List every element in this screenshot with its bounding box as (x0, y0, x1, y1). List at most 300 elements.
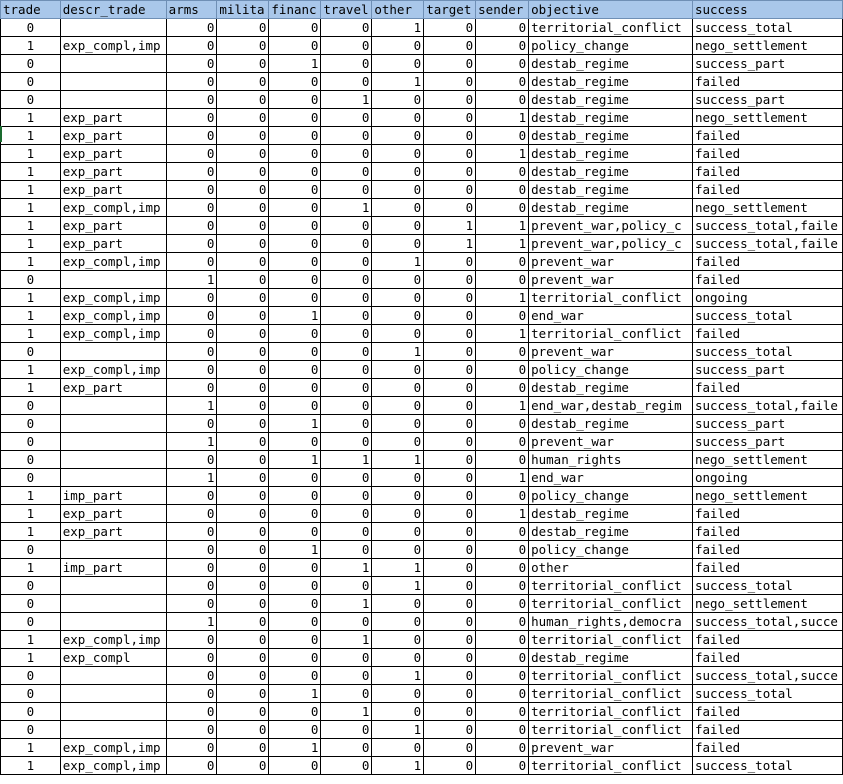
cell-financ[interactable]: 0 (269, 271, 321, 289)
cell-success[interactable]: ongoing (692, 289, 842, 307)
cell-target[interactable]: 0 (424, 37, 476, 55)
cell-objective[interactable]: territorial_conflict (529, 289, 693, 307)
cell-arms[interactable]: 0 (166, 559, 217, 577)
cell-descr-trade[interactable]: exp_compl,imp (60, 631, 166, 649)
cell-travel[interactable]: 1 (321, 595, 372, 613)
cell-trade[interactable]: 1 (1, 289, 61, 307)
cell-sender[interactable]: 0 (476, 487, 529, 505)
cell-trade[interactable]: 0 (1, 19, 61, 37)
cell-other[interactable]: 0 (372, 361, 424, 379)
cell-target[interactable]: 0 (424, 631, 476, 649)
cell-sender[interactable]: 1 (476, 145, 529, 163)
cell-objective[interactable]: territorial_conflict (529, 595, 693, 613)
cell-travel[interactable]: 0 (321, 253, 372, 271)
cell-financ[interactable]: 0 (269, 487, 321, 505)
cell-financ[interactable]: 0 (269, 145, 321, 163)
cell-success[interactable]: failed (692, 649, 842, 667)
cell-target[interactable]: 0 (424, 127, 476, 145)
cell-other[interactable]: 0 (372, 541, 424, 559)
cell-other[interactable]: 0 (372, 181, 424, 199)
cell-success[interactable]: failed (692, 541, 842, 559)
cell-objective[interactable]: destab_regime (529, 649, 693, 667)
cell-objective[interactable]: territorial_conflict (529, 757, 693, 775)
cell-milita[interactable]: 0 (217, 91, 269, 109)
cell-objective[interactable]: destab_regime (529, 73, 693, 91)
cell-trade[interactable]: 0 (1, 415, 61, 433)
cell-descr-trade[interactable] (60, 703, 166, 721)
cell-financ[interactable]: 0 (269, 379, 321, 397)
cell-milita[interactable]: 0 (217, 37, 269, 55)
cell-trade[interactable]: 0 (1, 667, 61, 685)
cell-milita[interactable]: 0 (217, 217, 269, 235)
cell-other[interactable]: 1 (372, 559, 424, 577)
cell-sender[interactable]: 0 (476, 739, 529, 757)
cell-objective[interactable]: territorial_conflict (529, 721, 693, 739)
cell-sender[interactable]: 0 (476, 577, 529, 595)
cell-travel[interactable]: 0 (321, 55, 372, 73)
cell-success[interactable]: success_total (692, 343, 842, 361)
cell-descr-trade[interactable]: exp_compl,imp (60, 253, 166, 271)
cell-financ[interactable]: 0 (269, 325, 321, 343)
cell-descr-trade[interactable]: exp_part (60, 505, 166, 523)
cell-trade[interactable]: 0 (1, 685, 61, 703)
cell-sender[interactable]: 1 (476, 325, 529, 343)
cell-milita[interactable]: 0 (217, 289, 269, 307)
cell-milita[interactable]: 0 (217, 451, 269, 469)
cell-sender[interactable]: 0 (476, 307, 529, 325)
cell-success[interactable]: failed (692, 73, 842, 91)
cell-trade[interactable]: 1 (1, 757, 61, 775)
cell-arms[interactable]: 0 (166, 37, 217, 55)
cell-travel[interactable]: 0 (321, 667, 372, 685)
cell-milita[interactable]: 0 (217, 397, 269, 415)
cell-trade[interactable]: 1 (1, 235, 61, 253)
cell-milita[interactable]: 0 (217, 631, 269, 649)
cell-descr-trade[interactable] (60, 577, 166, 595)
cell-descr-trade[interactable] (60, 415, 166, 433)
cell-target[interactable]: 1 (424, 235, 476, 253)
cell-target[interactable]: 0 (424, 685, 476, 703)
cell-other[interactable]: 0 (372, 613, 424, 631)
cell-target[interactable]: 0 (424, 109, 476, 127)
cell-milita[interactable]: 0 (217, 145, 269, 163)
cell-target[interactable]: 0 (424, 523, 476, 541)
cell-success[interactable]: failed (692, 523, 842, 541)
cell-descr-trade[interactable]: exp_part (60, 145, 166, 163)
cell-success[interactable]: nego_settlement (692, 109, 842, 127)
cell-success[interactable]: success_total,faile (692, 217, 842, 235)
cell-objective[interactable]: end_war,destab_regim (529, 397, 693, 415)
cell-objective[interactable]: policy_change (529, 541, 693, 559)
cell-target[interactable]: 0 (424, 397, 476, 415)
cell-arms[interactable]: 0 (166, 451, 217, 469)
cell-milita[interactable]: 0 (217, 73, 269, 91)
cell-arms[interactable]: 0 (166, 343, 217, 361)
cell-objective[interactable]: territorial_conflict (529, 685, 693, 703)
cell-travel[interactable]: 0 (321, 343, 372, 361)
cell-descr-trade[interactable] (60, 595, 166, 613)
cell-milita[interactable]: 0 (217, 595, 269, 613)
cell-travel[interactable]: 0 (321, 505, 372, 523)
cell-travel[interactable]: 0 (321, 145, 372, 163)
cell-travel[interactable]: 1 (321, 91, 372, 109)
cell-success[interactable]: failed (692, 739, 842, 757)
cell-other[interactable]: 0 (372, 505, 424, 523)
cell-other[interactable]: 0 (372, 703, 424, 721)
cell-other[interactable]: 0 (372, 307, 424, 325)
cell-financ[interactable]: 0 (269, 559, 321, 577)
cell-trade[interactable]: 0 (1, 451, 61, 469)
cell-trade[interactable]: 1 (1, 127, 61, 145)
cell-trade[interactable]: 1 (1, 307, 61, 325)
cell-descr-trade[interactable]: exp_part (60, 523, 166, 541)
cell-travel[interactable]: 1 (321, 451, 372, 469)
cell-descr-trade[interactable]: exp_compl,imp (60, 199, 166, 217)
cell-arms[interactable]: 0 (166, 739, 217, 757)
cell-financ[interactable]: 1 (269, 451, 321, 469)
cell-arms[interactable]: 0 (166, 199, 217, 217)
cell-milita[interactable]: 0 (217, 487, 269, 505)
column-header-trade[interactable]: trade (1, 1, 61, 19)
cell-sender[interactable]: 1 (476, 505, 529, 523)
cell-travel[interactable]: 0 (321, 757, 372, 775)
column-header-travel[interactable]: travel (321, 1, 372, 19)
cell-descr-trade[interactable] (60, 451, 166, 469)
cell-financ[interactable]: 0 (269, 199, 321, 217)
cell-objective[interactable]: end_war (529, 469, 693, 487)
cell-arms[interactable]: 0 (166, 145, 217, 163)
cell-other[interactable]: 0 (372, 487, 424, 505)
cell-descr-trade[interactable]: exp_compl (60, 649, 166, 667)
cell-travel[interactable]: 0 (321, 685, 372, 703)
cell-descr-trade[interactable]: exp_part (60, 163, 166, 181)
cell-descr-trade[interactable] (60, 721, 166, 739)
cell-target[interactable]: 0 (424, 307, 476, 325)
cell-objective[interactable]: destab_regime (529, 163, 693, 181)
cell-trade[interactable]: 1 (1, 253, 61, 271)
cell-success[interactable]: success_part (692, 55, 842, 73)
cell-descr-trade[interactable]: exp_compl,imp (60, 361, 166, 379)
cell-trade[interactable]: 0 (1, 397, 61, 415)
cell-success[interactable]: success_total (692, 307, 842, 325)
cell-descr-trade[interactable]: exp_compl,imp (60, 757, 166, 775)
cell-objective[interactable]: territorial_conflict (529, 667, 693, 685)
cell-sender[interactable]: 0 (476, 559, 529, 577)
cell-sender[interactable]: 0 (476, 613, 529, 631)
cell-target[interactable]: 0 (424, 73, 476, 91)
cell-target[interactable]: 0 (424, 163, 476, 181)
cell-sender[interactable]: 0 (476, 181, 529, 199)
cell-success[interactable]: failed (692, 379, 842, 397)
cell-trade[interactable]: 0 (1, 91, 61, 109)
cell-milita[interactable]: 0 (217, 379, 269, 397)
cell-travel[interactable]: 0 (321, 127, 372, 145)
cell-target[interactable]: 0 (424, 415, 476, 433)
column-header-target[interactable]: target (424, 1, 476, 19)
cell-financ[interactable]: 1 (269, 307, 321, 325)
cell-other[interactable]: 1 (372, 343, 424, 361)
cell-financ[interactable]: 0 (269, 73, 321, 91)
cell-trade[interactable]: 1 (1, 217, 61, 235)
cell-success[interactable]: success_total (692, 757, 842, 775)
cell-milita[interactable]: 0 (217, 181, 269, 199)
cell-trade[interactable]: 1 (1, 379, 61, 397)
cell-arms[interactable]: 0 (166, 217, 217, 235)
cell-milita[interactable]: 0 (217, 505, 269, 523)
cell-trade[interactable]: 1 (1, 163, 61, 181)
cell-sender[interactable]: 0 (476, 685, 529, 703)
cell-milita[interactable]: 0 (217, 559, 269, 577)
cell-trade[interactable]: 0 (1, 433, 61, 451)
cell-success[interactable]: failed (692, 253, 842, 271)
cell-sender[interactable]: 0 (476, 253, 529, 271)
cell-financ[interactable]: 1 (269, 541, 321, 559)
cell-travel[interactable]: 0 (321, 487, 372, 505)
cell-objective[interactable]: prevent_war (529, 739, 693, 757)
cell-financ[interactable]: 0 (269, 91, 321, 109)
cell-milita[interactable]: 0 (217, 235, 269, 253)
cell-financ[interactable]: 0 (269, 577, 321, 595)
cell-arms[interactable]: 0 (166, 757, 217, 775)
cell-travel[interactable]: 0 (321, 649, 372, 667)
cell-sender[interactable]: 0 (476, 541, 529, 559)
cell-milita[interactable]: 0 (217, 649, 269, 667)
cell-sender[interactable]: 1 (476, 235, 529, 253)
cell-travel[interactable]: 0 (321, 235, 372, 253)
cell-financ[interactable]: 0 (269, 127, 321, 145)
cell-target[interactable]: 0 (424, 55, 476, 73)
cell-milita[interactable]: 0 (217, 127, 269, 145)
cell-objective[interactable]: destab_regime (529, 91, 693, 109)
cell-trade[interactable]: 0 (1, 271, 61, 289)
cell-success[interactable]: success_part (692, 91, 842, 109)
cell-target[interactable]: 0 (424, 505, 476, 523)
cell-success[interactable]: failed (692, 145, 842, 163)
cell-objective[interactable]: end_war (529, 307, 693, 325)
cell-travel[interactable]: 0 (321, 109, 372, 127)
cell-sender[interactable]: 0 (476, 55, 529, 73)
cell-trade[interactable]: 1 (1, 109, 61, 127)
cell-travel[interactable]: 1 (321, 631, 372, 649)
cell-sender[interactable]: 0 (476, 631, 529, 649)
cell-milita[interactable]: 0 (217, 613, 269, 631)
cell-success[interactable]: success_part (692, 415, 842, 433)
cell-sender[interactable]: 0 (476, 343, 529, 361)
cell-milita[interactable]: 0 (217, 703, 269, 721)
cell-success[interactable]: failed (692, 325, 842, 343)
cell-sender[interactable]: 0 (476, 361, 529, 379)
cell-travel[interactable]: 0 (321, 271, 372, 289)
cell-success[interactable]: nego_settlement (692, 451, 842, 469)
cell-other[interactable]: 0 (372, 415, 424, 433)
cell-other[interactable]: 0 (372, 469, 424, 487)
cell-descr-trade[interactable]: exp_compl,imp (60, 289, 166, 307)
cell-milita[interactable]: 0 (217, 541, 269, 559)
cell-descr-trade[interactable]: exp_part (60, 109, 166, 127)
cell-success[interactable]: success_total (692, 685, 842, 703)
cell-travel[interactable]: 1 (321, 559, 372, 577)
cell-descr-trade[interactable] (60, 271, 166, 289)
cell-sender[interactable]: 0 (476, 703, 529, 721)
cell-travel[interactable]: 0 (321, 325, 372, 343)
cell-financ[interactable]: 1 (269, 739, 321, 757)
cell-target[interactable]: 0 (424, 271, 476, 289)
cell-success[interactable]: nego_settlement (692, 199, 842, 217)
cell-arms[interactable]: 0 (166, 127, 217, 145)
column-header-other[interactable]: other (372, 1, 424, 19)
cell-trade[interactable]: 1 (1, 523, 61, 541)
cell-target[interactable]: 0 (424, 19, 476, 37)
cell-travel[interactable]: 0 (321, 217, 372, 235)
cell-milita[interactable]: 0 (217, 739, 269, 757)
cell-arms[interactable]: 0 (166, 721, 217, 739)
cell-trade[interactable]: 1 (1, 145, 61, 163)
cell-descr-trade[interactable] (60, 397, 166, 415)
cell-travel[interactable]: 0 (321, 307, 372, 325)
cell-other[interactable]: 0 (372, 127, 424, 145)
cell-other[interactable]: 0 (372, 649, 424, 667)
cell-other[interactable]: 0 (372, 91, 424, 109)
cell-financ[interactable]: 0 (269, 613, 321, 631)
cell-financ[interactable]: 0 (269, 433, 321, 451)
cell-milita[interactable]: 0 (217, 361, 269, 379)
cell-target[interactable]: 0 (424, 595, 476, 613)
cell-milita[interactable]: 0 (217, 577, 269, 595)
cell-target[interactable]: 0 (424, 199, 476, 217)
cell-trade[interactable]: 1 (1, 361, 61, 379)
cell-descr-trade[interactable] (60, 91, 166, 109)
cell-financ[interactable]: 0 (269, 667, 321, 685)
cell-sender[interactable]: 0 (476, 415, 529, 433)
cell-objective[interactable]: destab_regime (529, 199, 693, 217)
cell-milita[interactable]: 0 (217, 667, 269, 685)
cell-milita[interactable]: 0 (217, 163, 269, 181)
cell-arms[interactable]: 0 (166, 163, 217, 181)
cell-descr-trade[interactable] (60, 433, 166, 451)
cell-travel[interactable]: 0 (321, 397, 372, 415)
cell-other[interactable]: 0 (372, 235, 424, 253)
column-header-arms[interactable]: arms (166, 1, 217, 19)
cell-other[interactable]: 1 (372, 721, 424, 739)
cell-sender[interactable]: 0 (476, 379, 529, 397)
cell-sender[interactable]: 0 (476, 91, 529, 109)
cell-target[interactable]: 0 (424, 577, 476, 595)
cell-trade[interactable]: 1 (1, 559, 61, 577)
cell-target[interactable]: 0 (424, 451, 476, 469)
cell-descr-trade[interactable]: imp_part (60, 559, 166, 577)
cell-objective[interactable]: destab_regime (529, 523, 693, 541)
cell-financ[interactable]: 0 (269, 505, 321, 523)
cell-other[interactable]: 0 (372, 109, 424, 127)
cell-descr-trade[interactable]: exp_part (60, 217, 166, 235)
cell-other[interactable]: 0 (372, 739, 424, 757)
cell-objective[interactable]: prevent_war (529, 271, 693, 289)
cell-other[interactable]: 0 (372, 37, 424, 55)
cell-trade[interactable]: 1 (1, 649, 61, 667)
cell-descr-trade[interactable] (60, 667, 166, 685)
cell-descr-trade[interactable] (60, 541, 166, 559)
cell-milita[interactable]: 0 (217, 271, 269, 289)
column-header-objective[interactable]: objective (529, 1, 693, 19)
cell-other[interactable]: 0 (372, 523, 424, 541)
cell-sender[interactable]: 0 (476, 271, 529, 289)
cell-arms[interactable]: 0 (166, 109, 217, 127)
cell-milita[interactable]: 0 (217, 757, 269, 775)
cell-descr-trade[interactable] (60, 469, 166, 487)
cell-target[interactable]: 0 (424, 91, 476, 109)
cell-success[interactable]: failed (692, 721, 842, 739)
cell-sender[interactable]: 0 (476, 595, 529, 613)
cell-arms[interactable]: 0 (166, 541, 217, 559)
cell-travel[interactable]: 0 (321, 289, 372, 307)
cell-objective[interactable]: destab_regime (529, 127, 693, 145)
cell-trade[interactable]: 1 (1, 487, 61, 505)
cell-other[interactable]: 0 (372, 145, 424, 163)
cell-descr-trade[interactable]: imp_part (60, 487, 166, 505)
cell-objective[interactable]: destab_regime (529, 505, 693, 523)
cell-other[interactable]: 0 (372, 595, 424, 613)
cell-trade[interactable]: 1 (1, 37, 61, 55)
cell-milita[interactable]: 0 (217, 253, 269, 271)
cell-objective[interactable]: prevent_war (529, 343, 693, 361)
cell-target[interactable]: 0 (424, 343, 476, 361)
cell-other[interactable]: 0 (372, 163, 424, 181)
cell-descr-trade[interactable] (60, 343, 166, 361)
cell-objective[interactable]: destab_regime (529, 145, 693, 163)
cell-descr-trade[interactable] (60, 19, 166, 37)
cell-trade[interactable]: 0 (1, 703, 61, 721)
cell-objective[interactable]: human_rights (529, 451, 693, 469)
cell-objective[interactable]: territorial_conflict (529, 19, 693, 37)
cell-success[interactable]: success_total (692, 19, 842, 37)
cell-target[interactable]: 0 (424, 757, 476, 775)
cell-travel[interactable]: 0 (321, 523, 372, 541)
cell-arms[interactable]: 0 (166, 523, 217, 541)
cell-objective[interactable]: prevent_war (529, 433, 693, 451)
cell-arms[interactable]: 0 (166, 307, 217, 325)
cell-objective[interactable]: destab_regime (529, 379, 693, 397)
cell-success[interactable]: success_total,succe (692, 613, 842, 631)
column-header-milita[interactable]: milita (217, 1, 269, 19)
cell-financ[interactable]: 0 (269, 235, 321, 253)
cell-financ[interactable]: 0 (269, 397, 321, 415)
cell-target[interactable]: 1 (424, 217, 476, 235)
column-header-financ[interactable]: financ (269, 1, 321, 19)
cell-sender[interactable]: 0 (476, 667, 529, 685)
cell-financ[interactable]: 0 (269, 37, 321, 55)
cell-arms[interactable]: 0 (166, 487, 217, 505)
cell-trade[interactable]: 0 (1, 55, 61, 73)
cell-arms[interactable]: 1 (166, 613, 217, 631)
cell-financ[interactable]: 1 (269, 55, 321, 73)
cell-objective[interactable]: territorial_conflict (529, 703, 693, 721)
cell-financ[interactable]: 1 (269, 415, 321, 433)
cell-success[interactable]: failed (692, 703, 842, 721)
cell-objective[interactable]: destab_regime (529, 181, 693, 199)
cell-descr-trade[interactable]: exp_part (60, 235, 166, 253)
cell-objective[interactable]: prevent_war,policy_c (529, 235, 693, 253)
cell-sender[interactable]: 0 (476, 451, 529, 469)
cell-milita[interactable]: 0 (217, 325, 269, 343)
cell-sender[interactable]: 1 (476, 289, 529, 307)
cell-success[interactable]: failed (692, 505, 842, 523)
cell-milita[interactable]: 0 (217, 523, 269, 541)
cell-target[interactable]: 0 (424, 613, 476, 631)
cell-success[interactable]: ongoing (692, 469, 842, 487)
cell-milita[interactable]: 0 (217, 433, 269, 451)
cell-travel[interactable]: 0 (321, 181, 372, 199)
cell-travel[interactable]: 0 (321, 541, 372, 559)
